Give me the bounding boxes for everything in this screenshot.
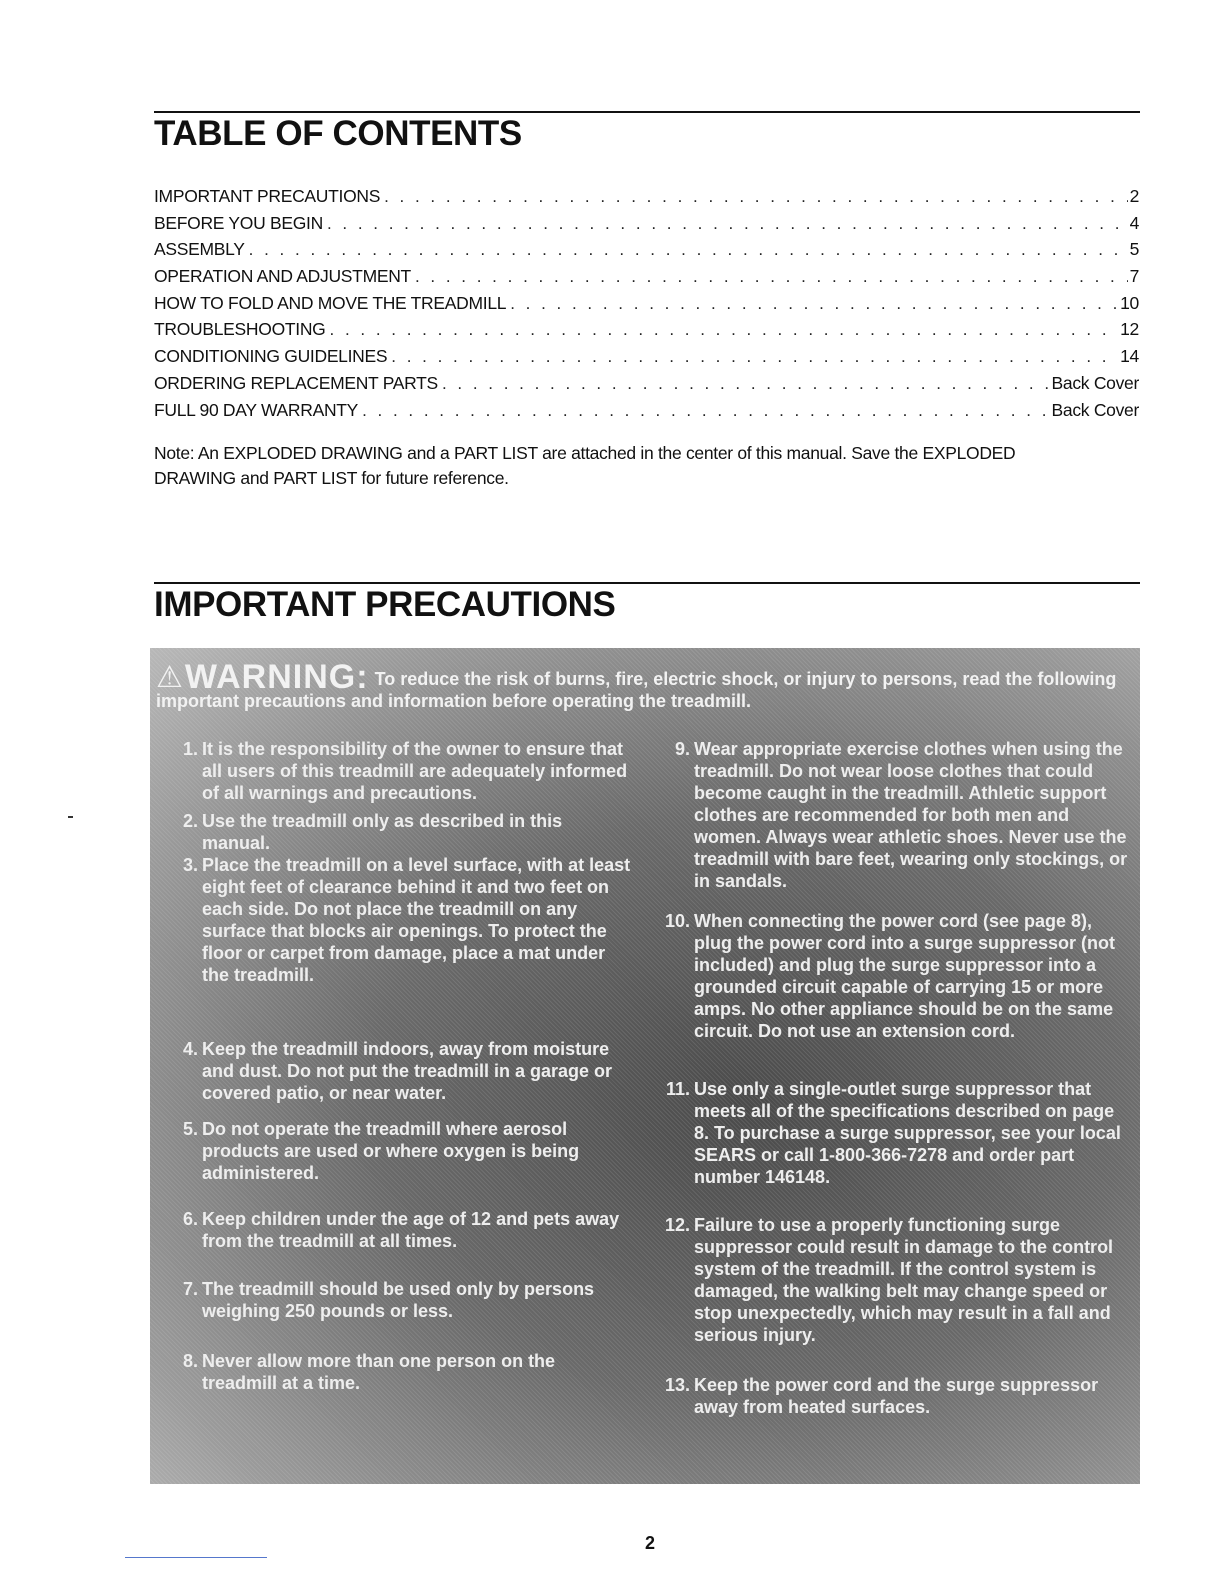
toc-list (154, 186, 1139, 426)
precaution-text: Place the treadmill on a level surface, with at least eight feet of clearance behind it and two feet on each side. Do not place the treadmill on any surface that blocks air openings. To protect the floor or carpet from damage, place a mat under the treadmill. (202, 855, 631, 985)
toc-entry-page: 12 (1120, 319, 1139, 340)
toc-entry-label: ASSEMBLY (154, 239, 245, 260)
toc-entry (154, 266, 1139, 293)
precaution-number: 9. (674, 739, 690, 759)
toc-entry (154, 400, 1139, 427)
footer-line (125, 1557, 267, 1558)
toc-leader-dots (391, 347, 1118, 367)
precautions-title: IMPORTANT PRECAUTIONS (154, 585, 616, 624)
precaution-item (164, 1208, 634, 1252)
toc-leader-dots (510, 294, 1118, 314)
precaution-text: Keep the treadmill indoors, away from moisture and dust. Do not put the treadmill in a garage or covered patio, or near water. (202, 1039, 613, 1103)
precaution-text: Use the treadmill only as described in this manual. (202, 811, 563, 853)
toc-note: Note: An EXPLODED DRAWING and a PART LIST are attached in the center of this manual. Save the EXPLODED DRAWING and PART LIST for future reference. (154, 443, 1016, 488)
warning-triangle-icon: ⚠ (156, 661, 183, 694)
toc-entry (154, 373, 1139, 400)
margin-mark (68, 816, 73, 818)
toc-leader-dots (384, 187, 1127, 207)
toc-entry (154, 319, 1139, 346)
warning-text: To reduce the risk of burns, fire, electric shock, or injury to persons, read the following important precautions and information before operating the treadmill. (156, 669, 1117, 711)
warning-header (156, 658, 1131, 712)
precaution-item (164, 810, 634, 854)
precaution-text: It is the responsibility of the owner to ensure that all users of this treadmill are adequately informed of all warnings and precautions. (202, 739, 628, 803)
toc-entry-page: 5 (1129, 239, 1139, 260)
precaution-number: 2. (182, 811, 198, 831)
precaution-number: 4. (182, 1039, 198, 1059)
toc-entry-page: 10 (1120, 292, 1139, 313)
precaution-item (164, 854, 634, 986)
toc-leader-dots (330, 320, 1119, 340)
toc-entry-label: FULL 90 DAY WARRANTY (154, 399, 359, 420)
precaution-item (164, 1118, 634, 1184)
toc-entry (154, 293, 1139, 320)
precaution-number: 8. (182, 1351, 198, 1371)
precaution-text: Never allow more than one person on the treadmill at a time. (202, 1351, 556, 1393)
toc-entry-page: Back Cover (1051, 399, 1139, 420)
toc-entry-page: Back Cover (1051, 372, 1139, 393)
toc-entry-label: TROUBLESHOOTING (154, 319, 326, 340)
toc-entry (154, 346, 1139, 373)
precaution-text: The treadmill should be used only by persons weighing 250 pounds or less. (202, 1279, 595, 1321)
precaution-item (164, 738, 634, 804)
precaution-number: 3. (182, 855, 198, 875)
warning-word: WARNING: (184, 658, 369, 696)
precaution-item (656, 738, 1131, 892)
toc-entry (154, 239, 1139, 266)
precaution-number: 7. (182, 1279, 198, 1299)
warning-box (150, 648, 1140, 1484)
precaution-item (656, 1078, 1131, 1188)
toc-entry-label: CONDITIONING GUIDELINES (154, 346, 388, 367)
precaution-text: When connecting the power cord (see page 8), plug the power cord into a surge suppressor (not included) and plug the surge suppressor into a grounded circuit capable of carrying 15 or more amps. No other appliance should be on the same circuit. Do not use an extension cord. (694, 911, 1116, 1041)
precaution-number: 10. (664, 911, 690, 931)
precaution-number: 13. (664, 1375, 690, 1395)
precaution-text: Keep the power cord and the surge suppressor away from heated surfaces. (694, 1375, 1099, 1417)
toc-entry-label: OPERATION AND ADJUSTMENT (154, 266, 411, 287)
precaution-item (164, 1278, 634, 1322)
precaution-number: 12. (664, 1215, 690, 1235)
precaution-text: Failure to use a properly functioning surge suppressor could result in damage to the control system of the treadmill. If the control system is damaged, the walking belt may change speed or stop unexpectedly, which may result in a fall and serious injury. (694, 1215, 1114, 1345)
toc-leader-dots (362, 401, 1049, 421)
toc-entry-page: 14 (1120, 346, 1139, 367)
top-rule (154, 111, 1140, 113)
precaution-item (164, 1038, 634, 1104)
toc-entry (154, 186, 1139, 213)
toc-entry (154, 213, 1139, 240)
toc-entry-page: 2 (1129, 186, 1139, 206)
toc-entry-label: HOW TO FOLD AND MOVE THE TREADMILL (154, 292, 507, 313)
precaution-number: 11. (665, 1079, 690, 1099)
page-number: 2 (644, 1533, 655, 1553)
precaution-item (656, 1374, 1131, 1418)
toc-leader-dots (442, 374, 1050, 394)
toc-leader-dots (327, 214, 1128, 234)
precaution-item (656, 1214, 1131, 1346)
precaution-text: Do not operate the treadmill where aerosol products are used or where oxygen is being administered. (202, 1119, 580, 1183)
toc-entry-label: ORDERING REPLACEMENT PARTS (154, 372, 438, 393)
precaution-text: Use only a single-outlet surge suppressor that meets all of the specifications described on page 8. To purchase a surge suppressor, see your local SEARS or call 1-800-366-7278 and order part number 146148. (694, 1079, 1121, 1187)
precaution-item (656, 910, 1131, 1042)
precaution-text: Wear appropriate exercise clothes when using the treadmill. Do not wear loose clothes that could become caught in the treadmill. Athletic support clothes are recommended for both men and women. Always wear athletic shoes. Never use the treadmill with bare feet, wearing only stockings, or in sandals. (694, 739, 1128, 891)
toc-entry-page: 7 (1129, 266, 1139, 287)
toc-entry-page: 4 (1129, 212, 1139, 233)
toc-leader-dots (415, 267, 1128, 287)
precaution-item (164, 1350, 634, 1394)
toc-entry-label: IMPORTANT PRECAUTIONS (154, 186, 381, 206)
precaution-number: 1. (182, 739, 198, 759)
toc-leader-dots (249, 240, 1128, 260)
precautions-rule (154, 582, 1140, 584)
precaution-text: Keep children under the age of 12 and pets away from the treadmill at all times. (202, 1209, 620, 1251)
precaution-number: 5. (182, 1119, 198, 1139)
toc-title: TABLE OF CONTENTS (154, 114, 522, 153)
precaution-number: 6. (182, 1209, 198, 1229)
toc-entry-label: BEFORE YOU BEGIN (154, 212, 323, 233)
